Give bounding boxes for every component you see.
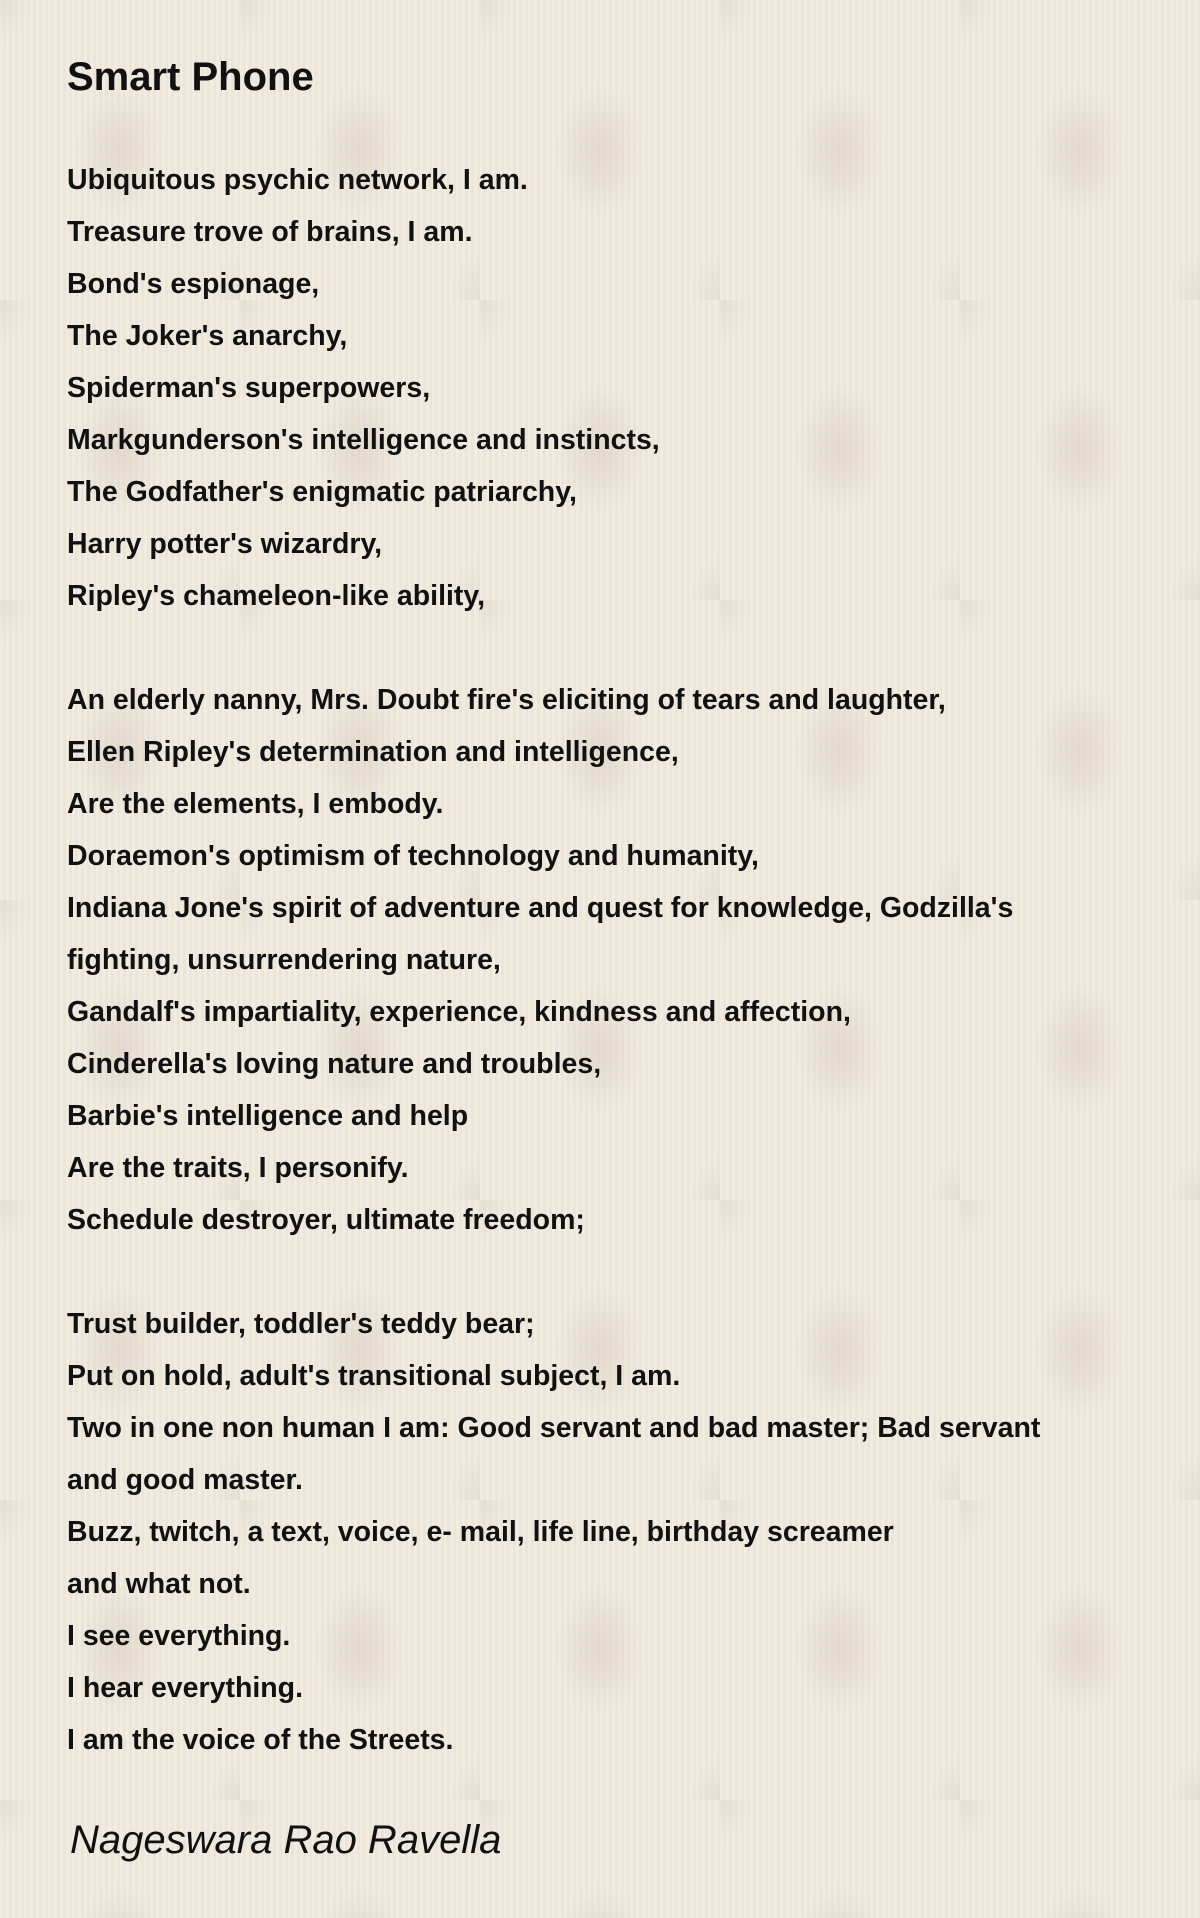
poem-body [67,154,1187,1766]
stanza-1 [67,154,1187,622]
poem-line: Harry potter's wizardry, [67,528,383,560]
poem-line: Ripley's chameleon-like ability, [67,580,486,612]
poem-line: Put on hold, adult's transitional subject, I am. [67,1360,681,1392]
poem-line: Treasure trove of brains, I am. [67,216,473,248]
stanza-3 [67,1298,1187,1766]
poem-line: Bond's espionage, [67,268,320,300]
poem-line: fighting, unsurrendering nature, [67,944,501,976]
poem-line: Doraemon's optimism of technology and humanity, [67,840,759,872]
stanza-2 [67,674,1187,1246]
poem-line: Are the elements, I embody. [67,788,444,820]
poem-line: Ellen Ripley's determination and intelligence, [67,736,679,768]
poem-line: Trust builder, toddler's teddy bear; [67,1308,535,1340]
poem-line: Spiderman's superpowers, [67,372,431,404]
poem-line: Ubiquitous psychic network, I am. [67,164,528,196]
poem-line: I hear everything. [67,1672,304,1704]
poem-line: Buzz, twitch, a text, voice, e- mail, life line, birthday screamer [67,1516,894,1548]
poem-line: Schedule destroyer, ultimate freedom; [67,1204,585,1236]
poem-line: I am the voice of the Streets. [67,1724,454,1756]
poem-page [67,48,1187,1766]
poem-line: and what not. [67,1568,251,1600]
poem-line: Are the traits, I personify. [67,1152,409,1184]
poem-line: Indiana Jone's spirit of adventure and quest for knowledge, Godzilla's [67,892,1014,924]
poem-line: The Godfather's enigmatic patriarchy, [67,476,577,508]
poem-line: I see everything. [67,1620,291,1652]
poem-line: Cinderella's loving nature and troubles, [67,1048,602,1080]
poem-author: Nageswara Rao Ravella [70,1818,502,1862]
poem-line: Gandalf's impartiality, experience, kindness and affection, [67,996,851,1028]
poem-line: An elderly nanny, Mrs. Doubt fire's eliciting of tears and laughter, [67,684,946,716]
poem-line: Two in one non human I am: Good servant and bad master; Bad servant [67,1412,1041,1444]
poem-line: Barbie's intelligence and help [67,1100,469,1132]
poem-line: The Joker's anarchy, [67,320,348,352]
poem-line: and good master. [67,1464,303,1496]
poem-line: Markgunderson's intelligence and instincts, [67,424,660,456]
poem-title: Smart Phone [67,55,314,99]
